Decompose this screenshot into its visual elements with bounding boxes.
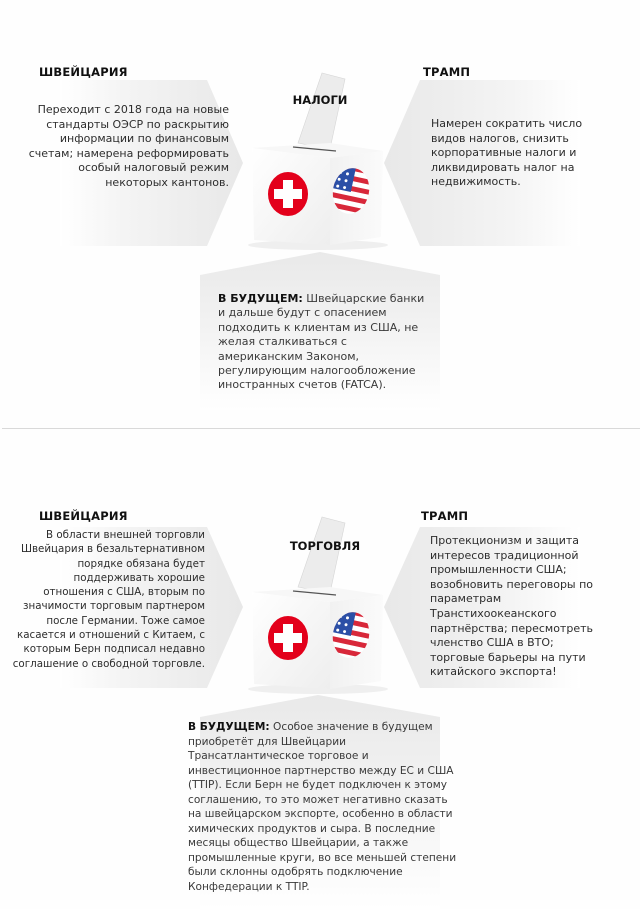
future-label: В БУДУЩЕМ: xyxy=(218,292,303,305)
topic-title: НАЛОГИ xyxy=(292,93,348,107)
trump-heading: ТРАМП xyxy=(421,509,469,523)
section-divider xyxy=(2,428,640,429)
section-taxes xyxy=(0,0,640,429)
future-text xyxy=(218,292,428,393)
switzerland-text: В области внешней торговли Швейцария в безальтернативном порядке обязана будет поддерживать хорошие отношения с США, вторым по значимости торговым партнером после Германии. Тоже самое касается и отношений с Китаем, с которым Берн подписал недавно соглашение о свободной торговле. xyxy=(12,529,205,670)
future-label: В БУДУЩЕМ: xyxy=(188,721,270,733)
switzerland-heading: ШВЕЙЦАРИЯ xyxy=(39,65,128,79)
topic-title: ТОРГОВЛЯ xyxy=(289,539,361,553)
trump-heading: ТРАМП xyxy=(423,65,471,79)
switzerland-text: Переходит с 2018 года на новые стандарты ОЭСР по раскрытию информации по финансовым счетам; намерена реформировать особый налоговый режим некоторых кантонов. xyxy=(28,103,229,189)
trump-text: Протекционизм и защита интересов традиционной промышленности США; возобновить переговоры по параметрам Транстихоокеанского партнёрства; пересмотреть членство США в ВТО; торговые барьеры на пути китайского экспорта! xyxy=(430,534,594,679)
switzerland-heading: ШВЕЙЦАРИЯ xyxy=(39,509,128,523)
future-body: Особое значение в будущем приобретёт для Швейцарии Трансатлантическое торговое и инвестиционное партнерство между ЕС и США (TTIP). Если Берн не будет подключен к этому соглашению, то это может негативно сказать на швейцарском экспорте, особенно в области химических продуктов и сыра. В последние месяцы общество Швейцарии, а также промышленные круги, во все меньшей степени были склонны одобрять подключение Конфедерации к TTIP. xyxy=(188,721,457,893)
future-text xyxy=(188,720,458,894)
future-body: Швейцарские банки и дальше будут с опасением подходить к клиентам из США, не желая сталкиваться с американским Законом, регулирующим налогообложение иностранных счетов (FATCA). xyxy=(218,292,425,392)
trump-text: Намерен сократить число видов налогов, снизить корпоративные налоги и ликвидировать налог на недвижимость. xyxy=(431,117,583,189)
section-trade xyxy=(0,430,640,909)
